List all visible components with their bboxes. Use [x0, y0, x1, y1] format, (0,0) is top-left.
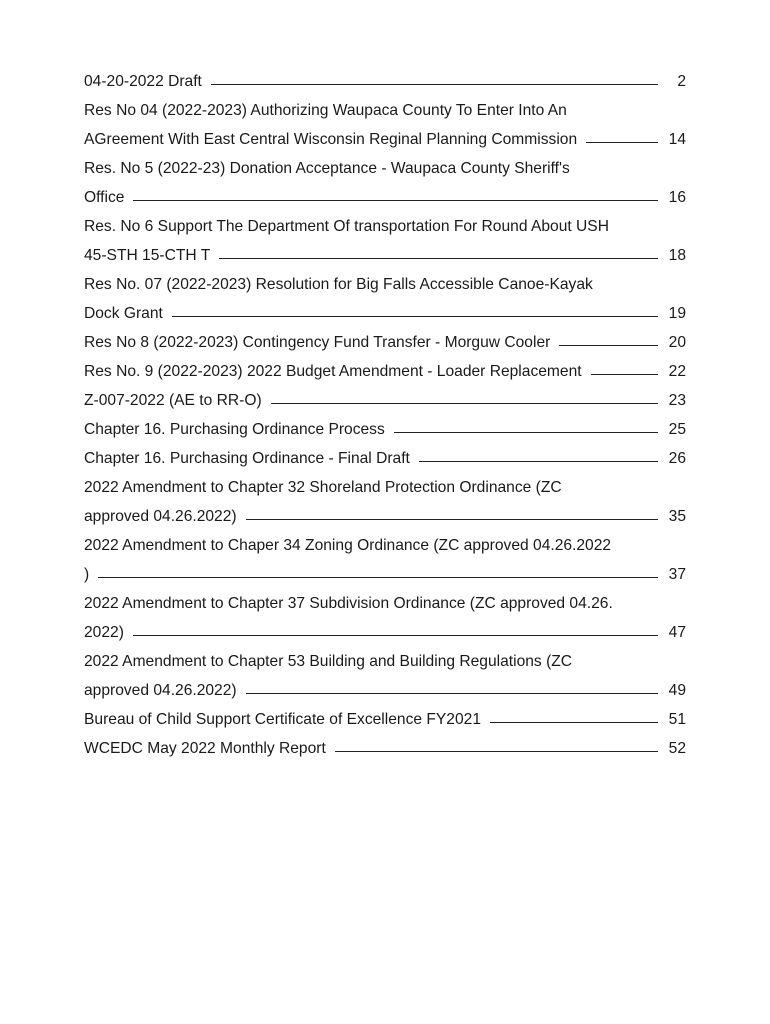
dot-leader [133, 200, 658, 201]
toc-entry-title-line1: 2022 Amendment to Chapter 53 Building and Building Regulations (ZC [84, 653, 573, 670]
toc-entry-page-number: 22 [668, 363, 686, 380]
toc-entry[interactable] [84, 212, 686, 270]
toc-entry[interactable] [84, 444, 686, 473]
toc-entry-title: AGreement With East Central Wisconsin Reginal Planning Commission [84, 131, 578, 148]
toc-entry-title: approved 04.26.2022) [84, 682, 237, 699]
toc-entry[interactable] [84, 96, 686, 154]
dot-leader [219, 258, 658, 259]
toc-entry-page-number: 37 [668, 566, 686, 583]
toc-entry-title-line1: Res. No 6 Support The Department Of transportation For Round About USH [84, 218, 609, 235]
toc-entry[interactable] [84, 705, 686, 734]
toc-entry-title-line1: 2022 Amendment to Chapter 37 Subdivision Ordinance (ZC approved 04.26. [84, 595, 613, 612]
toc-entry-title: 04-20-2022 Draft [84, 73, 202, 90]
toc-entry[interactable] [84, 647, 686, 705]
toc-entry-page-number: 49 [668, 682, 686, 699]
dot-leader [335, 751, 658, 752]
toc-entry-title: Dock Grant [84, 305, 163, 322]
toc-entry-page-number: 51 [668, 711, 686, 728]
dot-leader [172, 316, 658, 317]
toc-entry[interactable] [84, 328, 686, 357]
toc-entry-page-number: 52 [668, 740, 686, 757]
dot-leader [98, 577, 658, 578]
dot-leader [246, 693, 658, 694]
toc-entry-title-line1: Res No. 07 (2022-2023) Resolution for Big Falls Accessible Canoe-Kayak [84, 276, 593, 293]
toc-entry[interactable] [84, 67, 686, 96]
dot-leader [394, 432, 658, 433]
toc-entry-title: ) [84, 566, 90, 583]
toc-entry[interactable] [84, 357, 686, 386]
toc-entry-title-line1: Res. No 5 (2022-23) Donation Acceptance - Waupaca County Sheriff's [84, 160, 570, 177]
toc-entry-title-line1: 2022 Amendment to Chaper 34 Zoning Ordinance (ZC approved 04.26.2022 [84, 537, 612, 554]
toc-entry[interactable] [84, 270, 686, 328]
toc-entry-title: 45-STH 15-CTH T [84, 247, 211, 264]
toc-entry-page-number: 47 [668, 624, 686, 641]
toc-entry-title: Chapter 16. Purchasing Ordinance Process [84, 421, 385, 438]
toc-entry[interactable] [84, 589, 686, 647]
toc-entry[interactable] [84, 531, 686, 589]
toc-entry-page-number: 19 [668, 305, 686, 322]
toc-entry-title: 2022) [84, 624, 124, 641]
toc-entry-title: Bureau of Child Support Certificate of Excellence FY2021 [84, 711, 481, 728]
toc-entry[interactable] [84, 386, 686, 415]
toc-entry-title-line1: Res No 04 (2022-2023) Authorizing Waupaca County To Enter Into An [84, 102, 567, 119]
dot-leader [246, 519, 658, 520]
toc-entry-title: Res No 8 (2022-2023) Contingency Fund Transfer - Morguw Cooler [84, 334, 551, 351]
toc-entry-title: Chapter 16. Purchasing Ordinance - Final Draft [84, 450, 410, 467]
toc-entry-page-number: 14 [668, 131, 686, 148]
toc-entry-page-number: 20 [668, 334, 686, 351]
toc-entry[interactable] [84, 154, 686, 212]
dot-leader [559, 345, 658, 346]
toc-entry[interactable] [84, 415, 686, 444]
dot-leader [211, 84, 658, 85]
toc-entry-title: Office [84, 189, 125, 206]
toc-entry-title: approved 04.26.2022) [84, 508, 237, 525]
dot-leader [591, 374, 658, 375]
toc-entry-page-number: 18 [668, 247, 686, 264]
toc-entry-page-number: 23 [668, 392, 686, 409]
dot-leader [271, 403, 658, 404]
toc-entry-title: WCEDC May 2022 Monthly Report [84, 740, 326, 757]
toc-entry-page-number: 16 [668, 189, 686, 206]
toc-entry[interactable] [84, 473, 686, 531]
toc-entry-title: Z-007-2022 (AE to RR-O) [84, 392, 262, 409]
dot-leader [586, 142, 658, 143]
dot-leader [419, 461, 658, 462]
toc-entry-title: Res No. 9 (2022-2023) 2022 Budget Amendment - Loader Replacement [84, 363, 582, 380]
dot-leader [490, 722, 658, 723]
table-of-contents [84, 67, 686, 763]
dot-leader [133, 635, 658, 636]
toc-entry[interactable] [84, 734, 686, 763]
toc-entry-page-number: 26 [668, 450, 686, 467]
toc-entry-page-number: 25 [668, 421, 686, 438]
toc-entry-title-line1: 2022 Amendment to Chapter 32 Shoreland Protection Ordinance (ZC [84, 479, 562, 496]
toc-entry-page-number: 35 [668, 508, 686, 525]
toc-entry-page-number: 2 [677, 73, 686, 90]
